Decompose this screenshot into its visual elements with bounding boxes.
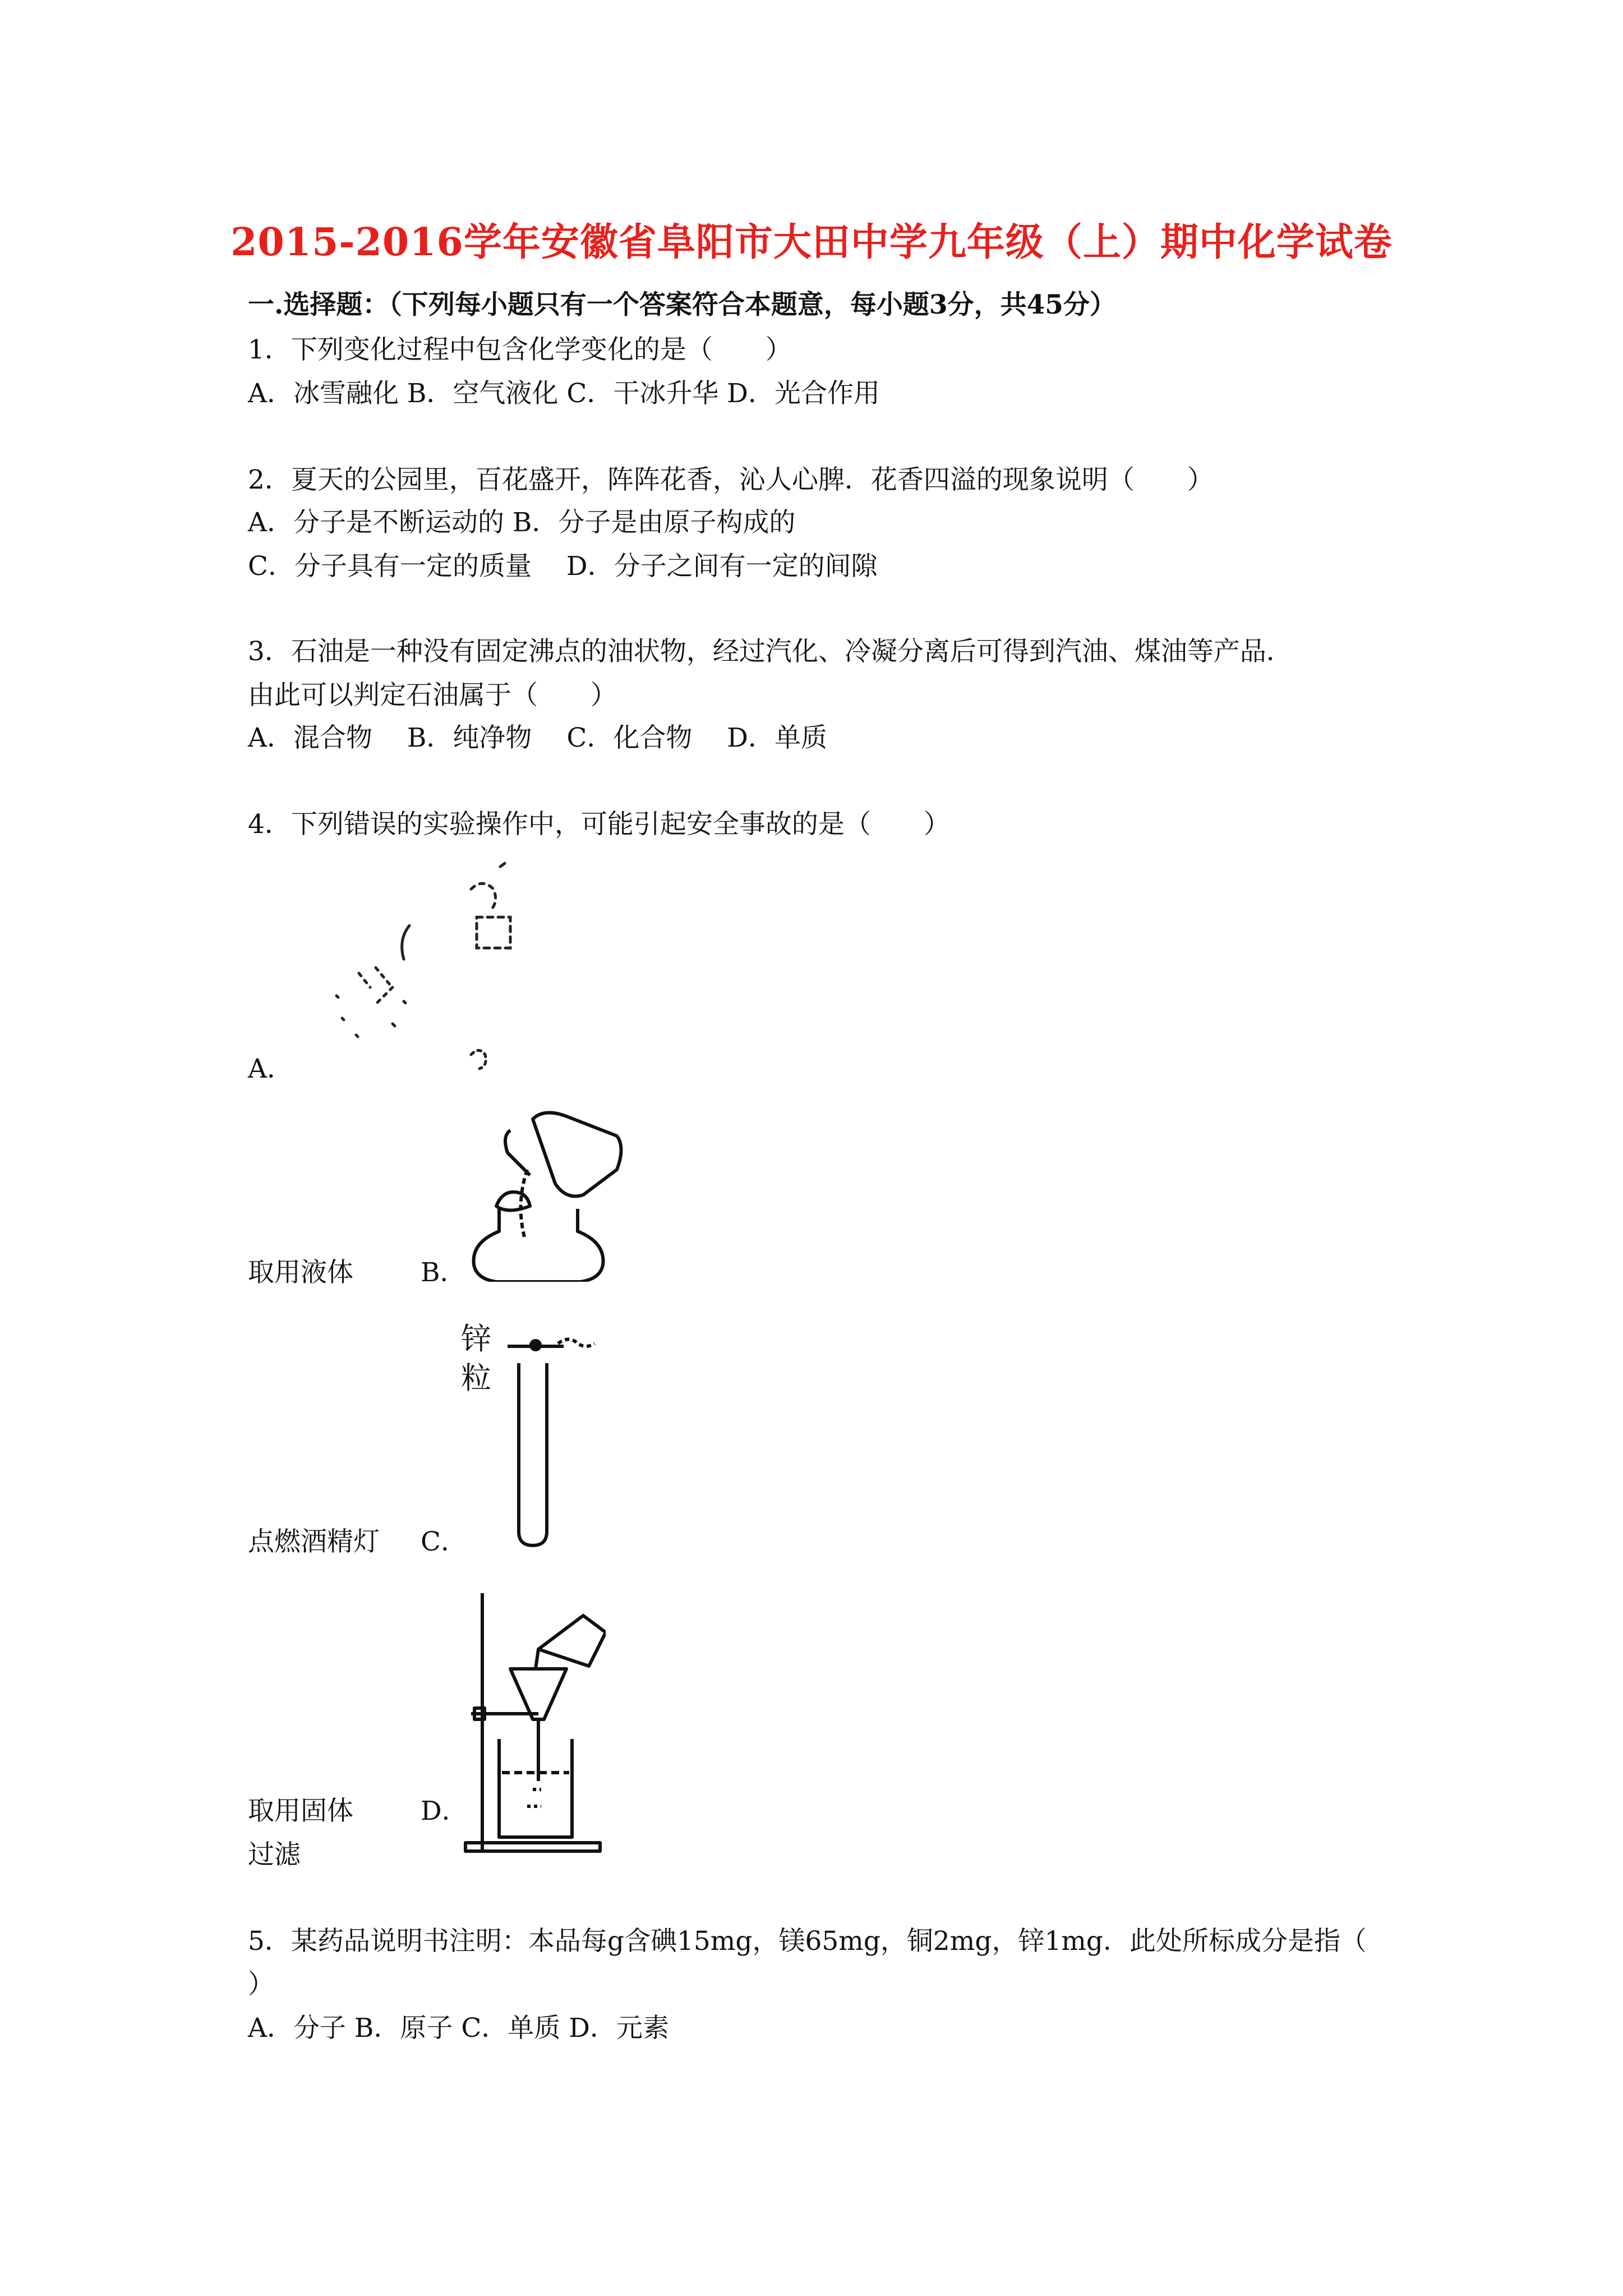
q4-stem: 4．下列错误的实验操作中，可能引起安全事故的是（ ） — [248, 809, 950, 840]
q4-label-b: B． — [421, 1257, 467, 1288]
q3-stem-2: 由此可以判定石油属于（ ） — [248, 680, 617, 711]
q1-options: A．冰雪融化 B．空气液化 C．干冰升华 D．光合作用 — [248, 378, 880, 409]
q4-label-c: C． — [421, 1526, 467, 1557]
q5-stem-2: ） — [248, 1969, 274, 2000]
q1-stem: 1．下列变化过程中包含化学变化的是（ ） — [248, 334, 792, 365]
q3-stem-1: 3．石油是一种没有固定沸点的油状物，经过汽化、冷凝分离后可得到汽油、煤油等产品． — [248, 636, 1293, 667]
q4-label-a: A． — [248, 1053, 293, 1084]
section-heading: 一.选择题：（下列每小题只有一个答案符合本题意，每小题3分，共45分） — [248, 289, 1116, 320]
q4-caption-b: 取用液体 — [248, 1257, 353, 1288]
exam-title: 2015-2016学年安徽省阜阳市大田中学九年级（上）期中化学试卷 — [230, 220, 1393, 265]
zinc-label-2: 粒 — [461, 1360, 491, 1396]
q5-options: A．分子 B．原子 C．单质 D．元素 — [248, 2013, 669, 2044]
q2-options-1: A．分子是不断运动的 B．分子是由原子构成的 — [248, 507, 796, 538]
q4-figure-d — [460, 1588, 606, 1862]
q4-label-d: D． — [421, 1796, 468, 1826]
q4-figure-b — [460, 1108, 639, 1282]
q4-figure-a — [303, 855, 538, 1085]
q2-options-2: C．分子具有一定的质量 D．分子之间有一定的间隙 — [248, 551, 878, 582]
q4-caption-c: 点燃酒精灯 — [248, 1526, 380, 1557]
q4-text-after-d: 过滤 — [248, 1839, 301, 1870]
q4-caption-d: 取用固体 — [248, 1796, 353, 1826]
q2-stem: 2．夏天的公园里，百花盛开，阵阵花香，沁人心脾．花香四溢的现象说明（ ） — [248, 464, 1214, 495]
zinc-label-1: 锌 — [461, 1321, 491, 1356]
q5-stem-1: 5．某药品说明书注明：本品每g含碘15mg，镁65mg，铜2mg，锌1mg．此处所标成分是指（ — [248, 1926, 1367, 1957]
q3-options: A．混合物 B．纯净物 C．化合物 D．单质 — [248, 723, 827, 753]
